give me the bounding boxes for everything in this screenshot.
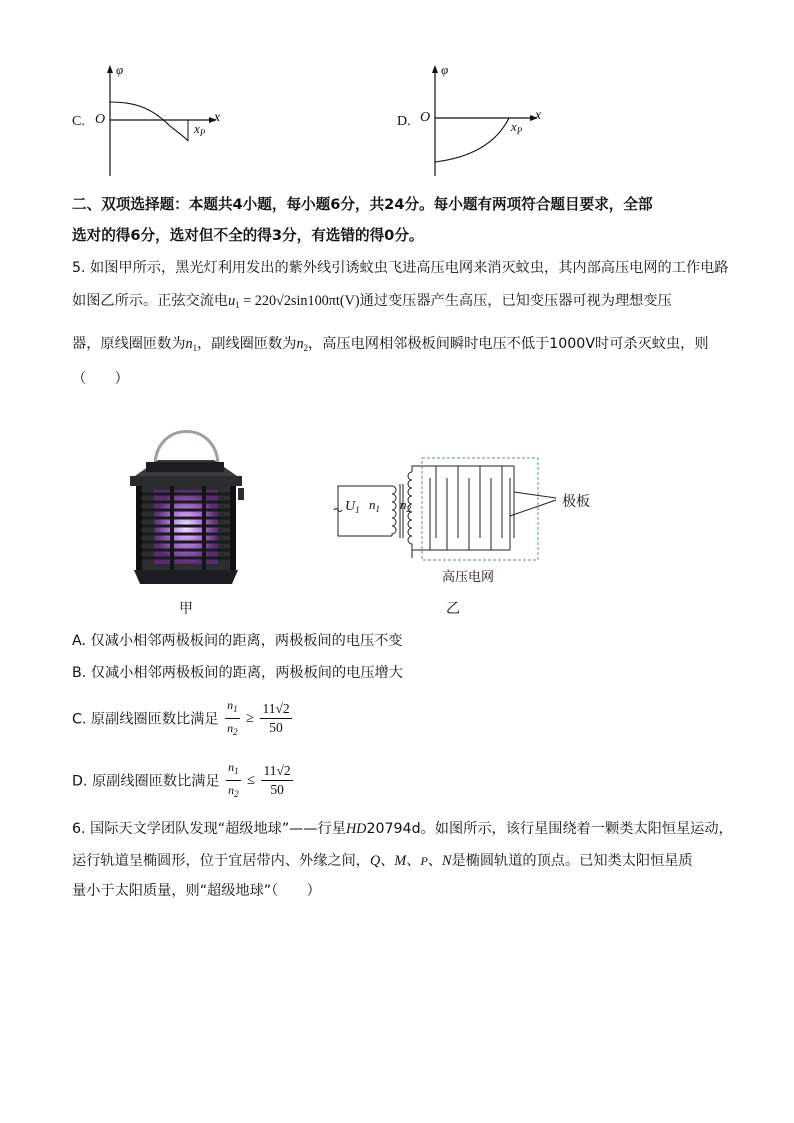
graph-c-xp: $x_P$ (194, 121, 206, 138)
figure-yi-label: 乙 (446, 601, 460, 617)
circuit-diagram (330, 452, 600, 582)
graph-d-axis-y: φ (441, 62, 449, 77)
q6-line3: 量小于太阳质量，则“超级地球”（ ） (72, 883, 321, 899)
q5-option-a: A. 仅减小相邻两极板间的距离，两极板间的电压不变 (72, 633, 403, 649)
graph-c-label: C. (72, 114, 85, 129)
q5-line4: （ ） (72, 371, 129, 387)
q5-option-d: D. 原副线圈匝数比满足 $\frac{n_1}{n_2}$ ≤ $\frac{11√2}{50}$ (72, 758, 295, 803)
figure-jia-label: 甲 (179, 601, 193, 617)
q5-line2: 如图乙所示。正弦交流电$u_1 = 220√2\sin 100\pi t(V)$通过变压器产生高压，已知变压器可视为理想变压 (72, 293, 672, 310)
q5-option-c-ratio: $\frac{n_1}{n_2}$ (227, 698, 238, 737)
circuit-n1: $n_1$ (369, 497, 380, 514)
q5-option-b: B. 仅减小相邻两极板间的距离，两极板间的电压增大 (72, 665, 403, 681)
plate-label: 极板 (562, 494, 590, 510)
q6-line1: 6. 国际天文学团队发现“超级地球”——行星HD20794d。如图所示，该行星围绕着一颗类太阳恒星运动， (72, 821, 733, 837)
graph-d-label: D. (397, 114, 411, 129)
grid-label: 高压电网 (442, 570, 495, 585)
graph-d-origin: O (420, 110, 431, 125)
circuit-n2: $n_2$ (400, 497, 411, 514)
graph-c-origin: O (95, 112, 106, 127)
q5-line3: 器，原线圈匝数为$n_1$，副线圈匝数为$n_2$，高压电网相邻极板间瞬时电压不低于1000V时可杀灭蚊虫，则 (72, 336, 709, 353)
graph-d-axis-x: x (535, 108, 542, 123)
q5-option-d-ratio: $\frac{n_1}{n_2}$ (228, 760, 239, 799)
q5-option-c: C. 原副线圈匝数比满足 $\frac{n_1}{n_2}$ ≥ $\frac{11√2}{50}$ (72, 696, 294, 741)
graph-d-xp: $x_P$ (511, 119, 523, 136)
circuit-u1: $U_1$ (345, 499, 360, 515)
graph-c-axis-x: x (214, 110, 221, 125)
q5-option-c-value: $\frac{11√2}{50}$ (262, 701, 290, 735)
graph-c-axis-y: φ (116, 62, 124, 77)
section2-line1: 二、双项选择题：本题共4小题，每小题6分，共24分。每小题有两项符合题目要求，全部 (72, 196, 653, 213)
bug-zapper-figure (110, 418, 260, 588)
section2-line2: 选对的得6分，选对但不全的得3分，有选错的得0分。 (72, 227, 424, 244)
q5-line1: 5. 如图甲所示，黑光灯利用发出的紫外线引诱蚊虫飞进高压电网来消灭蚊虫，其内部高压电网的工作电路 (72, 260, 729, 276)
q5-option-d-value: $\frac{11√2}{50}$ (263, 763, 291, 797)
graph-d (395, 62, 565, 180)
graph-c (70, 62, 240, 180)
q6-line2: 运行轨道呈椭圆形，位于宜居带内、外缘之间，Q、M、P、N是椭圆轨道的顶点。已知类太阳恒星质 (72, 853, 693, 869)
